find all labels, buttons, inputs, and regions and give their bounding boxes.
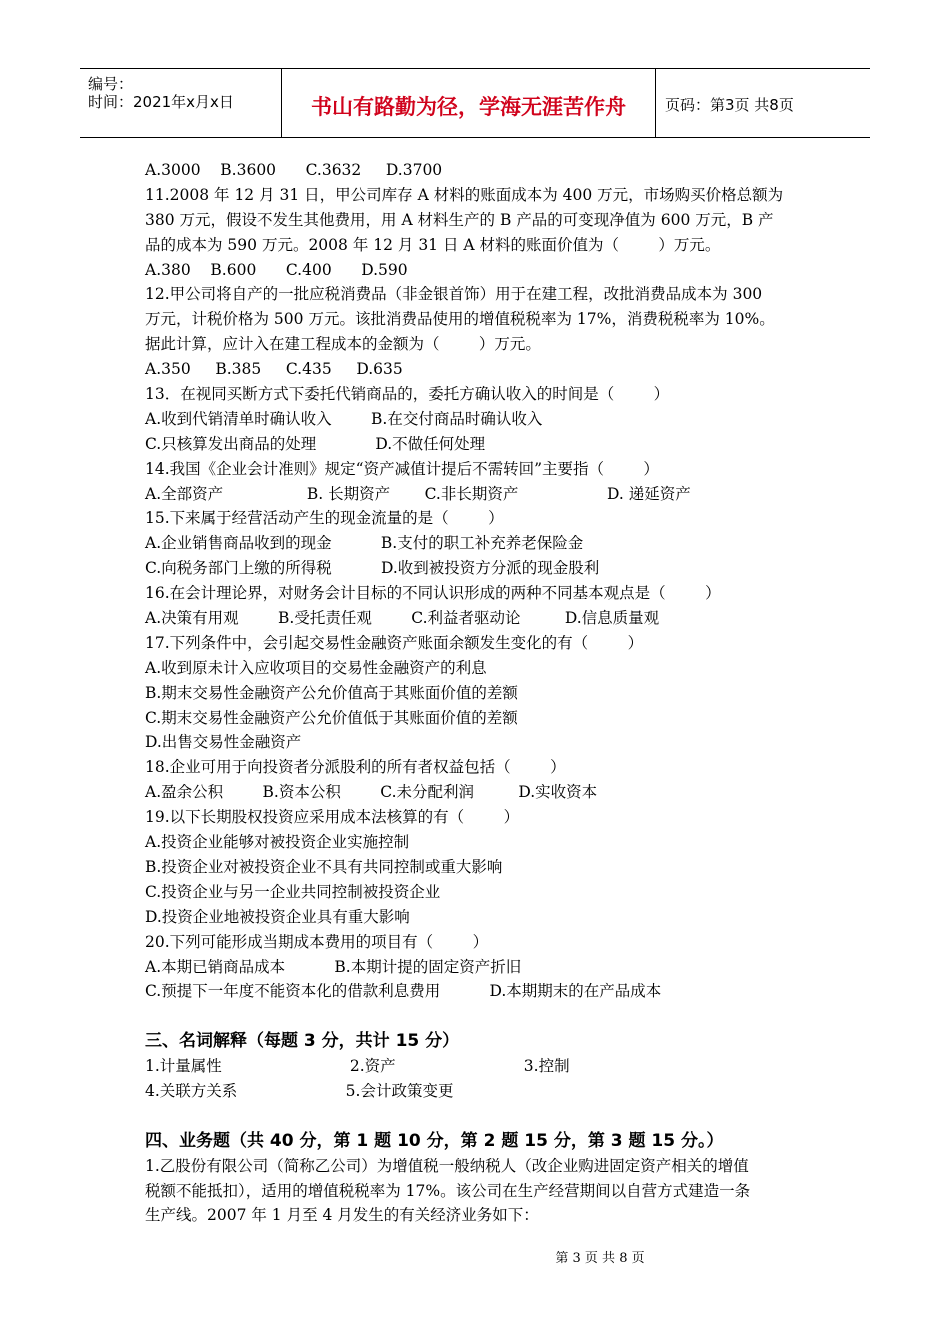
text-line: D.出售交易性金融资产 — [145, 733, 302, 752]
date-label: 时间：2021年x月x日 — [88, 93, 234, 111]
text-line: 12.甲公司将自产的一批应税消费品（非金银首饰）用于在建工程，改批消费品成本为 300 — [145, 285, 763, 304]
text-line: C.向税务部门上缴的所得税 D.收到被投资方分派的现金股利 — [145, 559, 600, 578]
text-line: A.决策有用观 B.受托责任观 C.利益者驱动论 D.信息质量观 — [145, 609, 660, 628]
section-4-heading: 四、业务题（共 40 分，第 1 题 10 分，第 2 题 15 分，第 3 题 15 分。） — [145, 1130, 724, 1151]
text-line: A.收到代销清单时确认收入 B.在交付商品时确认收入 — [145, 409, 543, 428]
text-line: A.盈余公积 B.资本公积 C.未分配利润 D.实收资本 — [145, 783, 598, 802]
document-body — [145, 158, 825, 1228]
text-line: A.380 B.600 C.400 D.590 — [145, 260, 408, 279]
text-line: 万元，计税价格为 500 万元。该批消费品使用的增值税税率为 17%，消费税税率为 10%。 — [145, 310, 775, 329]
text-line: 15.下来属于经营活动产生的现金流量的是（ ） — [145, 509, 504, 528]
text-line: 13．在视同买断方式下委托代销商品的，委托方确认收入的时间是（ ） — [145, 385, 670, 404]
text-line: 品的成本为 590 万元。2008 年 12 月 31 日 A 材料的账面价值为（ ）万元。 — [145, 235, 721, 254]
text-line: 380 万元，假设不发生其他费用，用 A 材料生产的 B 产品的可变现净值为 600 万元，B 产 — [145, 210, 774, 229]
text-line: B.期末交易性金融资产公允价值高于其账面价值的差额 — [145, 683, 518, 702]
text-line: 19.以下长期股权投资应采用成本法核算的有（ ） — [145, 808, 520, 827]
text-line: 4.关联方关系 5.会计政策变更 — [145, 1081, 454, 1100]
text-line: A.350 B.385 C.435 D.635 — [145, 360, 403, 379]
text-line: C.投资企业与另一企业共同控制被投资企业 — [145, 882, 441, 901]
motto-text: 书山有路勤为径，学海无涯苦作舟 — [311, 95, 626, 119]
text-line: D.投资企业地被投资企业具有重大影响 — [145, 907, 410, 926]
text-line: C.只核算发出商品的处理 D.不做任何处理 — [145, 434, 486, 453]
text-line: C.预提下一年度不能资本化的借款利息费用 D.本期期末的在产品成本 — [145, 982, 662, 1001]
text-line: 16.在会计理论界，对财务会计目标的不同认识形成的两种不同基本观点是（ ） — [145, 584, 721, 603]
text-line: 1.乙股份有限公司（简称乙公司）为增值税一般纳税人（改企业购进固定资产相关的增值 — [145, 1156, 749, 1175]
text-line: A.全部资产 B. 长期资产 C.非长期资产 D. 递延资产 — [145, 484, 691, 503]
header-meta — [80, 69, 281, 137]
text-line: 20.下列可能形成当期成本费用的项目有（ ） — [145, 932, 489, 951]
text-line: 14.我国《企业会计准则》规定“资产减值计提后不需转回”主要指（ ） — [145, 459, 659, 478]
text-line: 据此计算，应计入在建工程成本的金额为（ ）万元。 — [145, 335, 541, 354]
text-line: 1.计量属性 2.资产 3.控制 — [145, 1057, 570, 1076]
header-page-info — [655, 69, 870, 137]
page-footer: 第 3 页 共 8 页 — [555, 1251, 645, 1266]
text-line: B.投资企业对被投资企业不具有共同控制或重大影响 — [145, 857, 503, 876]
header-motto-cell — [281, 69, 656, 137]
text-line: 17.下列条件中，会引起交易性金融资产账面余额发生变化的有（ ） — [145, 633, 644, 652]
page-header — [80, 68, 870, 138]
number-label: 编号： — [88, 75, 134, 93]
text-line: 生产线。2007 年 1 月至 4 月发生的有关经济业务如下： — [145, 1206, 539, 1225]
text-line: 税额不能抵扣），适用的增值税税率为 17%。该公司在生产经营期间以自营方式建造一条 — [145, 1181, 751, 1200]
text-line: A.收到原未计入应收项目的交易性金融资产的利息 — [145, 658, 487, 677]
page-info-text: 页码：第3页 共8页 — [665, 96, 794, 114]
section-3-heading: 三、名词解释（每题 3 分，共计 15 分） — [145, 1031, 460, 1052]
text-line: 18.企业可用于向投资者分派股利的所有者权益包括（ ） — [145, 758, 566, 777]
text-line: A.企业销售商品收到的现金 B.支付的职工补充养老保险金 — [145, 534, 584, 553]
text-line: 11.2008 年 12 月 31 日，甲公司库存 A 材料的账面成本为 400 万元，市场购买价格总额为 — [145, 185, 784, 204]
text-line: A.投资企业能够对被投资企业实施控制 — [145, 833, 410, 852]
text-line: A.本期已销商品成本 B.本期计提的固定资产折旧 — [145, 957, 522, 976]
text-line: C.期末交易性金融资产公允价值低于其账面价值的差额 — [145, 708, 518, 727]
text-line: A.3000 B.3600 C.3632 D.3700 — [145, 161, 443, 179]
